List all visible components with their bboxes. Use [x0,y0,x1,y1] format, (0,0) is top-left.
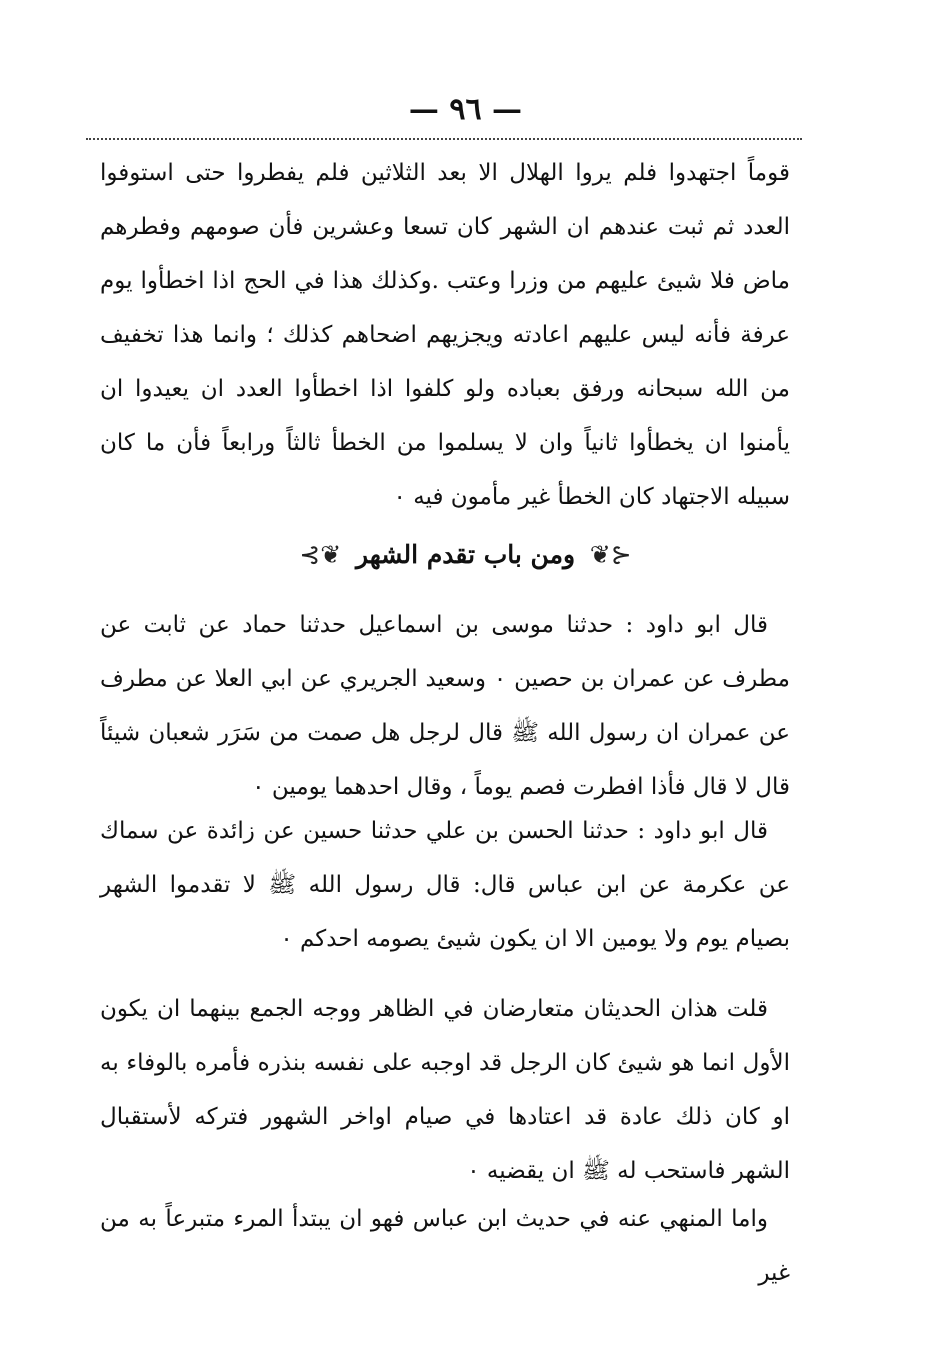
paragraph [100,982,790,1198]
section-heading-text: ومن باب تقدم الشهر [355,540,576,569]
section-heading [0,540,931,569]
paragraph [100,1192,790,1300]
ornament-icon: ❦⊱ [299,540,342,569]
paragraph: قوماً اجتهدوا فلم يروا الهلال الا بعد الثلاثين فلم يفطروا حتى استوفوا العدد ثم ثبت عندهم ان الشهر كان تسعا وعشرين فأن صومهم وفطرهم ماض فلا شيئ عليهم من وزرا وعتب .وكذلك هذا في الحج اذا اخطأوا يوم عرفة فأنه ليس عليهم اعادته ويجزيهم اضحاهم كذلك ؛ وانما هذا تخفيف من الله سبحانه ورفق بعباده ولو كلفوا اذا اخطأوا العدد ان يعيدوا ان يأمنوا ان يخطأوا ثانياً وان لا يسلموا من الخطأ ثالثاً ورابعاً فأن ما كان سبيله الاجتهاد كان الخطأ غير مأمون فيه ٠ [100,160,791,510]
paragraph-text: قال ابو داود : حدثنا موسى بن اسماعيل حدثنا حماد عن ثابت عن مطرف عن عمران بن حصين ٠ وسعيد الجريري عن ابي العلا عن مطرف عن عمران ان رسول الله ﷺ قال لرجل هل صمت من سَرَر شعبان شيئاً قال لا قال فأذا افطرت فصم يوماً ، وقال احدهما يومين ٠ [100,612,790,800]
page-number: — ٩٦ — [408,92,523,127]
ornament-icon: ⊰❦ [589,540,632,569]
paragraph-text: قال ابو داود : حدثنا الحسن بن علي حدثنا حسين عن زائدة عن سماك عن عكرمة عن ابن عباس قال: قال رسول الله ﷺ لا تقدموا الشهر بصيام يوم ولا يومين الا ان يكون شيئ يصومه احدكم ٠ [100,818,790,952]
paragraph-text: قلت هذان الحديثان متعارضان في الظاهر ووجه الجمع بينهما ان يكون الأول انما هو شيئ كان الرجل قد اوجبه على نفسه بنذره فأمره بالوفاء به او كان ذلك عادة قد اعتادها في صيام اواخر الشهور فتركه لأستقبال الشهر فاستحب له ﷺ ان يقضيه ٠ [100,996,790,1184]
paragraph-text: واما المنهي عنه في حديث ابن عباس فهو ان يبتدأ المرء متبرعاً به من غير [100,1206,790,1286]
paragraph [100,804,790,966]
dotted-divider [86,138,802,140]
paragraph [100,598,790,814]
